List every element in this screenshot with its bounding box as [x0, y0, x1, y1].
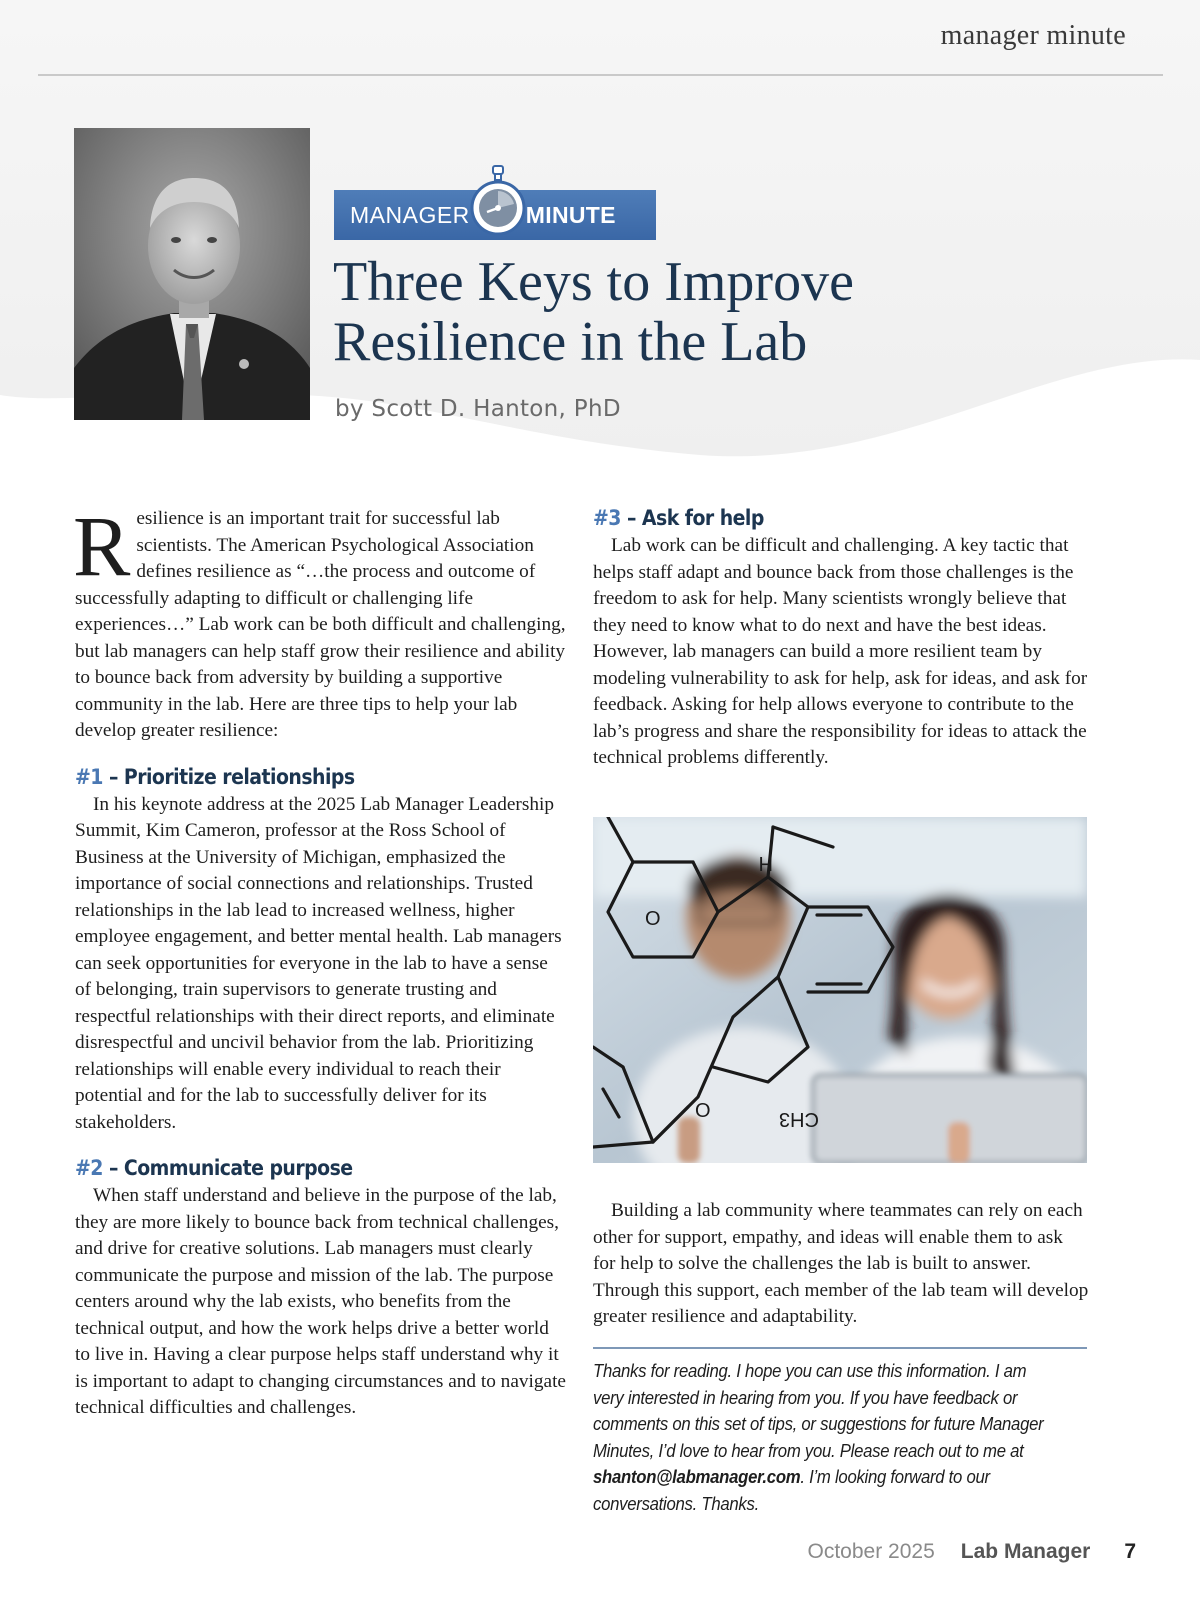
section-2-heading [75, 1153, 517, 1183]
section-1-title: – Prioritize relationships [102, 764, 355, 789]
section-2-body: When staff understand and believe in the purpose of the lab, they are more likely to bounce back from technical challenges, and drive for creative solutions. Lab managers must clearly communicate the purpose and mission of the lab. The purpose centers around why the lab exists, who benefits from the technical output, and how the work helps drive a better world to live in. Having a clear purpose helps staff understand why it is important to adapt to changing circumstances and to navigate technical difficulties and challenges. [75, 1185, 566, 1418]
issue-date: October 2025 [807, 1540, 935, 1563]
intro-text: esilience is an important trait for successful lab scientists. The American Psychological Association defines resilience as “…the process and outcome of successfully adapting to difficult or challenging life experiences…” Lab work can be both difficult and challenging, but lab managers can help staff grow their resilience and ability to bounce back from adversity by building a supportive community in the lab. Here are three tips to help your lab develop greater resilience: [75, 508, 566, 741]
badge-word-manager: MANAGER [350, 201, 470, 228]
section-2-number: #2 [75, 1156, 103, 1180]
drop-cap: R [73, 498, 131, 594]
section-1-heading [75, 762, 517, 792]
closing-divider [593, 1347, 1087, 1349]
title-line-2: Resilience in the Lab [333, 311, 808, 373]
magazine-name: Lab Manager [960, 1540, 1091, 1563]
chem-label-o-lower: O [695, 1100, 711, 1122]
article-title [333, 252, 854, 372]
chem-label-ch3: CH3 [778, 1108, 819, 1130]
section-3-body: Lab work can be difficult and challenging. A key tactic that helps staff adapt and bounce back from those challenges is the freedom to ask for help. Many scientists wrongly believe that they need to know what to do next and have the best ideas. However, lab managers can build a more resilient team by modeling vulnerability to ask for help, ask for ideas, and ask for feedback. Asking for help allows everyone to contribute to the lab’s progress and share the responsibility for ideas to attack the technical problems differently. [593, 535, 1088, 768]
section-1-body: In his keynote address at the 2025 Lab Manager Leadership Summit, Kim Cameron, professor at the Ross School of Business at the University of Michigan, emphasized the importance of social connections and relationships. Trusted relationships in the lab lead to increased wellness, higher employee engagement, and better mental health. Lab managers can seek opportunities for everyone in the lab to have a sense of belonging, train supervisors to generate trusting and respectful relationships with their direct reports, and eliminate disrespectful and uncivil behavior from the lab. Prioritizing relationships will enable every individual to reach their potential and for the lab to successfully deliver for its stakeholders. [75, 793, 562, 1133]
section-3-heading [593, 503, 1039, 533]
author-email-link[interactable]: shanton@labmanager.com [593, 1467, 801, 1487]
stopwatch-icon [468, 164, 528, 240]
section-3-title: – Ask for help [620, 506, 764, 530]
closing-note [593, 1358, 1053, 1517]
manager-minute-badge [334, 190, 656, 240]
section-3-number: #3 [593, 506, 621, 530]
lab-scientists-photo [593, 817, 1087, 1163]
page-footer [808, 1540, 1136, 1564]
chem-label-h: H [758, 852, 773, 874]
running-head: manager minute [940, 20, 1126, 51]
section-2-title: – Communicate purpose [102, 1156, 353, 1180]
closing-text-after: . I’m looking forward to our conversations. Thanks. [593, 1467, 990, 1514]
header-divider [38, 74, 1163, 76]
author-photo [74, 128, 310, 420]
section-1-number: #1 [75, 764, 103, 789]
intro-paragraph [73, 498, 566, 745]
title-line-1: Three Keys to Improve [333, 251, 854, 313]
chem-label-o-upper: O [645, 908, 661, 930]
right-column-top [593, 503, 1089, 772]
page-number: 7 [1124, 1540, 1136, 1563]
closing-text-before: Thanks for reading. I hope you can use this information. I am very interested in hearing from you. If you have feedback or comments on this set of tips, or suggestions for future Manager Minutes, I’d love to hear from you. Please reach out to me at [593, 1361, 1044, 1461]
right-column-bottom [593, 1198, 1089, 1331]
byline: by Scott D. Hanton, PhD [335, 396, 621, 422]
badge-word-minute: MINUTE [525, 201, 616, 228]
left-column [73, 498, 566, 1422]
conclusion-paragraph: Building a lab community where teammates can rely on each other for support, empathy, and ideas will enable them to ask for help to solve the challenges the lab is built to answer. Through this support, each member of the lab team will develop greater resilience and adaptability. [593, 1200, 1089, 1327]
